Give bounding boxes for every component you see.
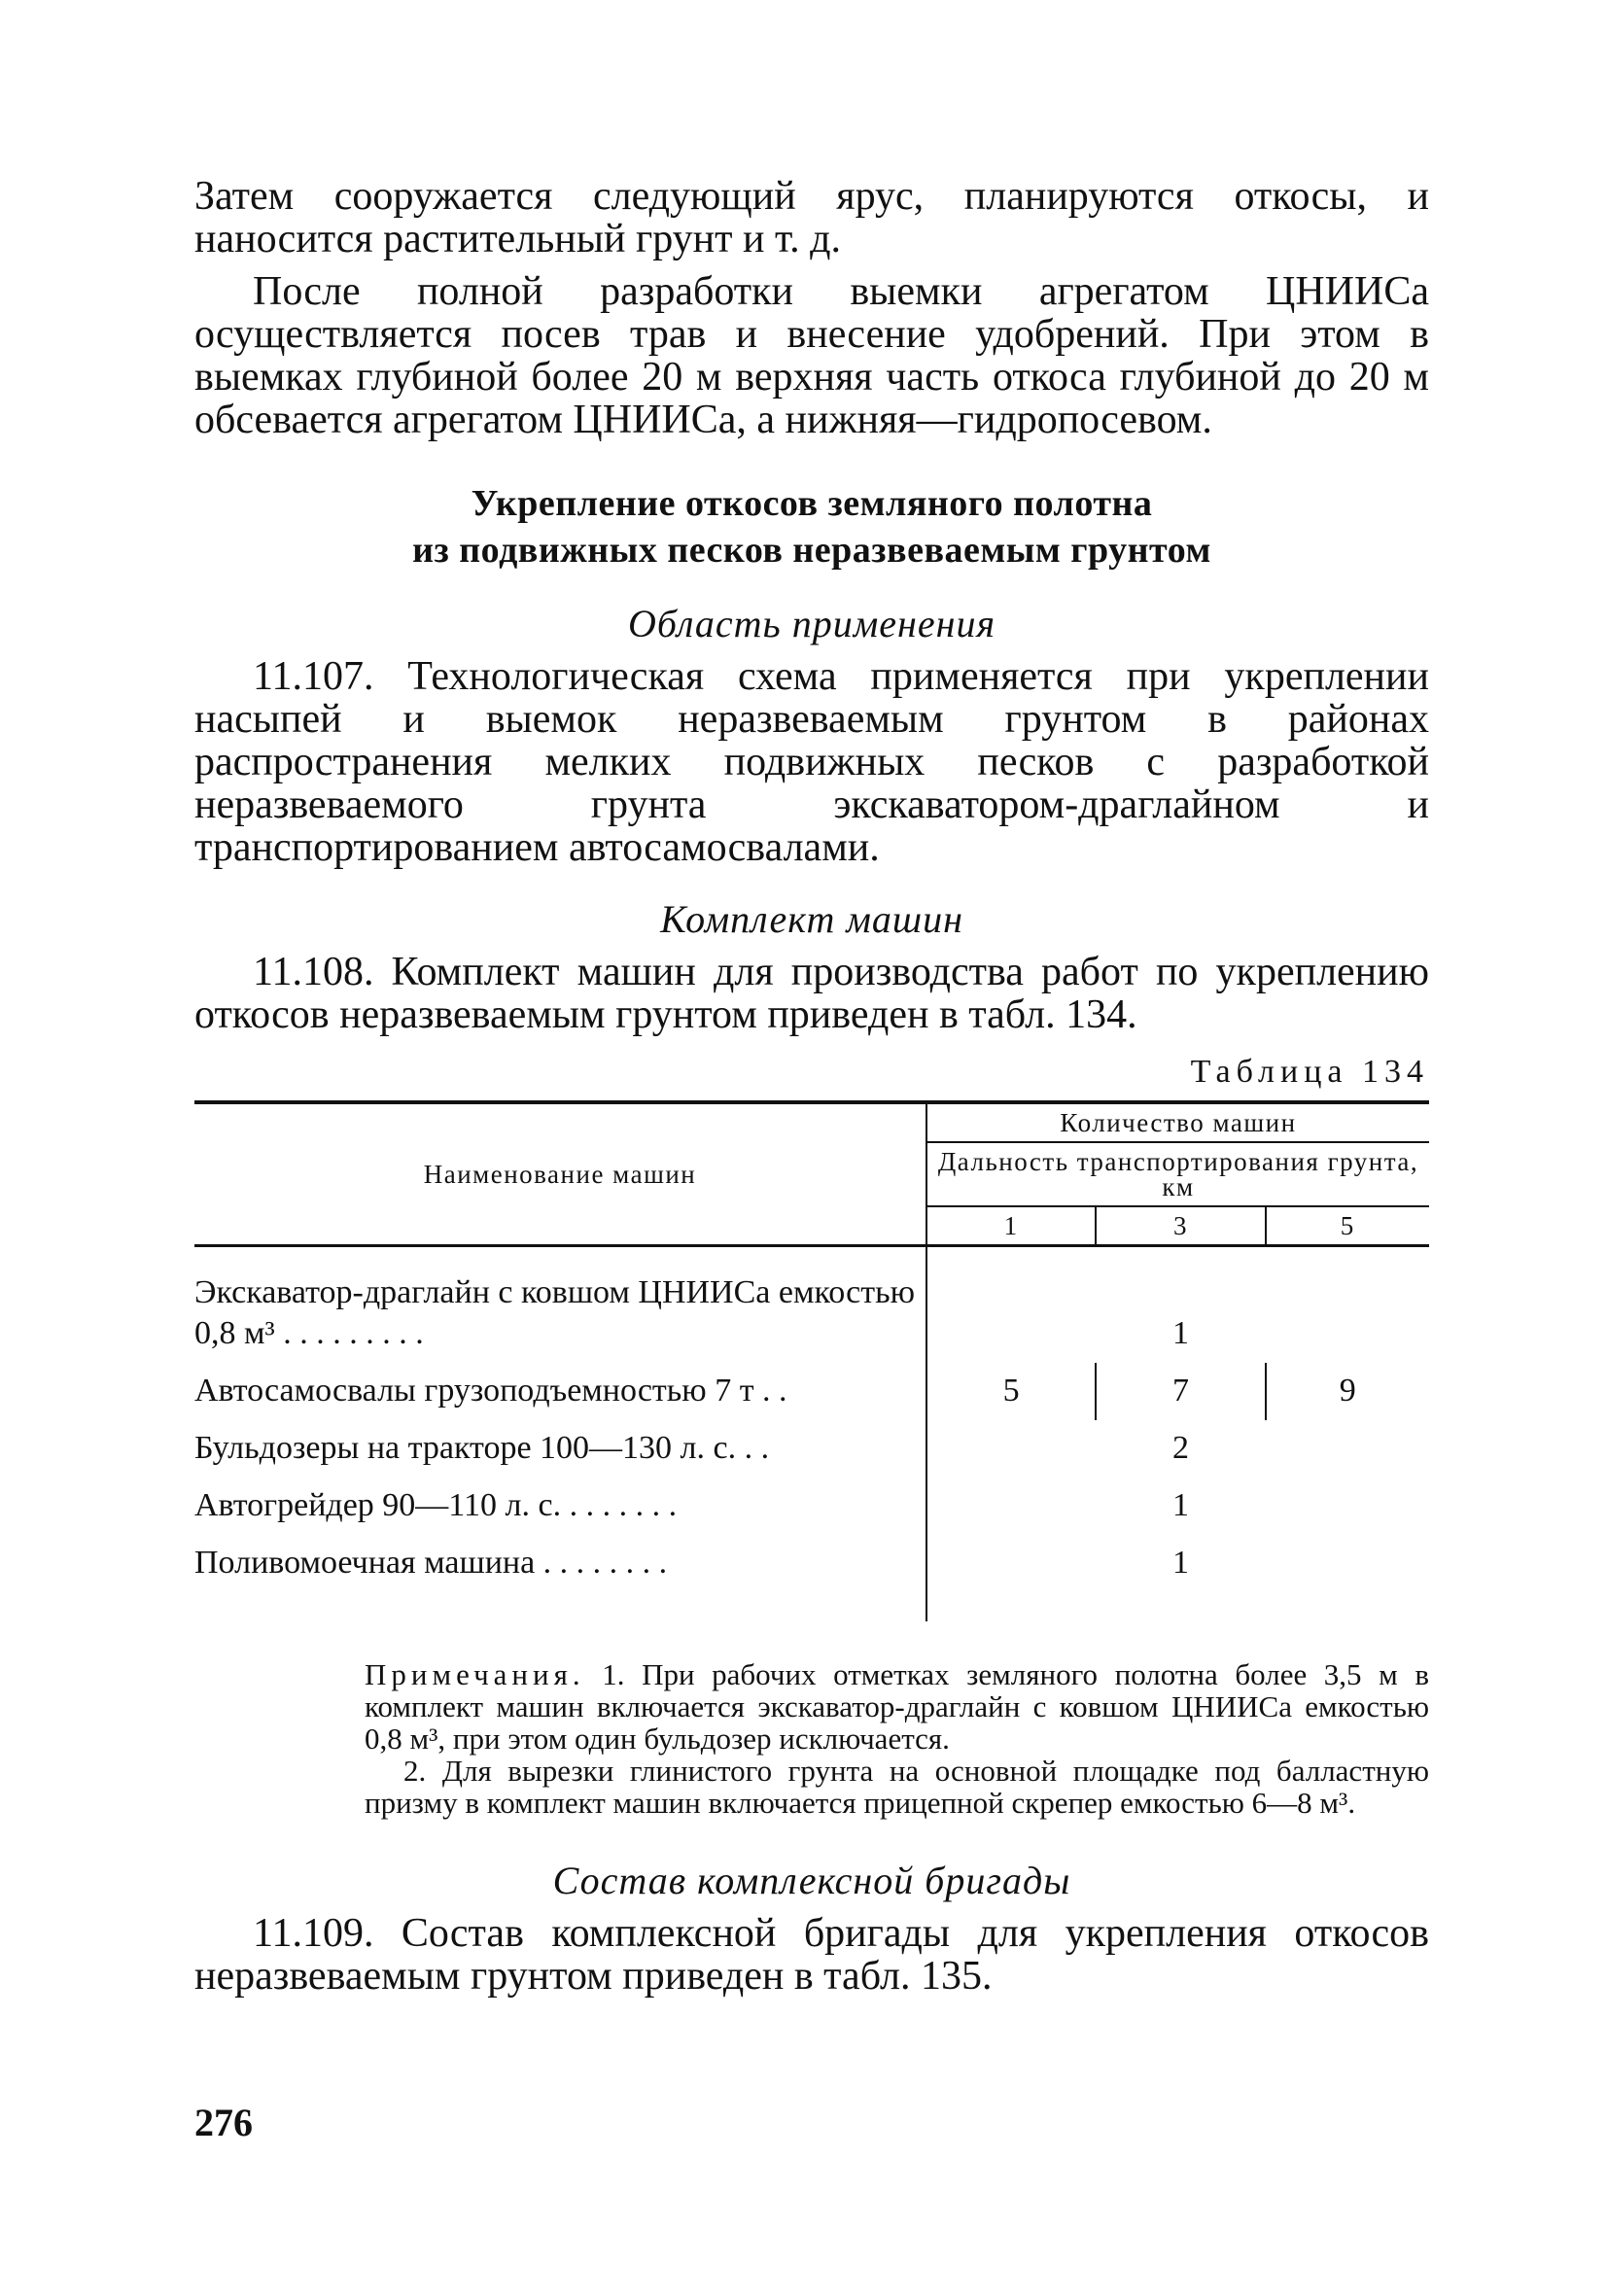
subheading-brigade: Состав комплексной бригады <box>552 1859 1071 1902</box>
page-content <box>194 175 1429 1998</box>
paragraph-11-108: 11.108. Комплект машин для производства работ по укреплению откосов неразвеваемым грунтом приведен в табл. 134. <box>194 950 1429 1037</box>
page-number: 276 <box>194 2101 253 2144</box>
header-col-3: 3 <box>1096 1206 1265 1246</box>
paragraph-continuation: Затем сооружается следующий ярус, планируются откосы, и наносится растительный грунт и т. д. <box>194 174 1429 261</box>
table-row <box>194 1420 1429 1478</box>
row-name: Автосамосвалы грузоподъемностью 7 т . . <box>194 1363 926 1420</box>
row-value-3: 2 <box>1171 1430 1189 1466</box>
row-value-3: 1 <box>1171 1487 1189 1523</box>
machines-table <box>194 1100 1429 1621</box>
row-value-5 <box>1266 1420 1429 1478</box>
note-1-text: 1. При рабочих отметках земляного полотна более 3,5 м в комплект машин включается экскаватор-драглайн с ковшом ЦНИИСа емкостью 0,8 м³, при этом один бульдозер исключается. <box>365 1657 1429 1756</box>
table-caption: Таблица 134 <box>1190 1054 1429 1090</box>
paragraph-11-109: 11.109. Состав комплексной бригады для укрепления откосов неразвеваемым грунтом приведен в табл. 135. <box>194 1911 1429 1999</box>
row-value-5 <box>1266 1265 1429 1363</box>
row-value-1 <box>926 1478 1096 1535</box>
header-col-5: 5 <box>1266 1206 1429 1246</box>
row-value-1 <box>926 1420 1096 1478</box>
note-1 <box>365 1658 1429 1755</box>
note-2: 2. Для вырезки глинистого грунта на основной площадке под балластную призму в комплект машин включается прицепной скрепер емкостью 6—8 м³. <box>365 1754 1429 1820</box>
table-row <box>194 1535 1429 1592</box>
notes-lead: Примечания. <box>365 1657 585 1691</box>
table-row <box>194 1478 1429 1535</box>
subheading-machines: Комплект машин <box>660 897 963 941</box>
header-distance: Дальность транспортирования грунта, км <box>926 1142 1429 1206</box>
table-notes <box>194 1658 1429 1819</box>
row-value-3: 1 <box>1171 1315 1189 1351</box>
paragraph-sowing: После полной разработки выемки агрегатом ЦНИИСа осуществляется посев трав и внесение удобрений. При этом в выемках глубиной более 20 м верхняя часть откоса глубиной до 20 м обсевается агрегатом ЦНИИСа, а нижняя—гидропосевом. <box>194 269 1429 442</box>
row-value-3: 1 <box>1171 1545 1189 1581</box>
row-value-1 <box>926 1265 1096 1363</box>
row-value-3: 7 <box>1096 1363 1265 1420</box>
subheading-application: Область применения <box>627 602 996 645</box>
header-quantity: Количество машин <box>926 1102 1429 1142</box>
row-value-5: 9 <box>1339 1373 1356 1409</box>
row-name: Автогрейдер 90—110 л. с. . . . . . . . <box>194 1478 926 1535</box>
row-value-1: 5 <box>1002 1373 1020 1409</box>
section-title <box>194 480 1429 574</box>
row-value-1 <box>926 1535 1096 1592</box>
section-title-line2: из подвижных песков неразвеваемым грунтом <box>412 530 1211 571</box>
row-name: Поливомоечная машина . . . . . . . . <box>194 1535 926 1592</box>
header-machine-name: Наименование машин <box>194 1102 926 1246</box>
table-row <box>194 1265 1429 1363</box>
row-name: Бульдозеры на тракторе 100—130 л. с. . . <box>194 1420 926 1478</box>
row-name: Экскаватор-драглайн с ковшом ЦНИИСа емкостью 0,8 м³ . . . . . . . . . <box>194 1265 926 1363</box>
section-title-line1: Укрепление откосов земляного полотна <box>471 483 1153 524</box>
row-value-5 <box>1266 1535 1429 1592</box>
header-col-1: 1 <box>926 1206 1096 1246</box>
paragraph-11-107: 11.107. Технологическая схема применяется при укреплении насыпей и выемок неразвеваемым грунтом в районах распространения мелких подвижных песков с разработкой неразвеваемого грунта экскаватором-драглайном и транспортированием автосамосвалами. <box>194 654 1429 870</box>
row-value-5 <box>1266 1478 1429 1535</box>
table-row <box>194 1363 1429 1420</box>
